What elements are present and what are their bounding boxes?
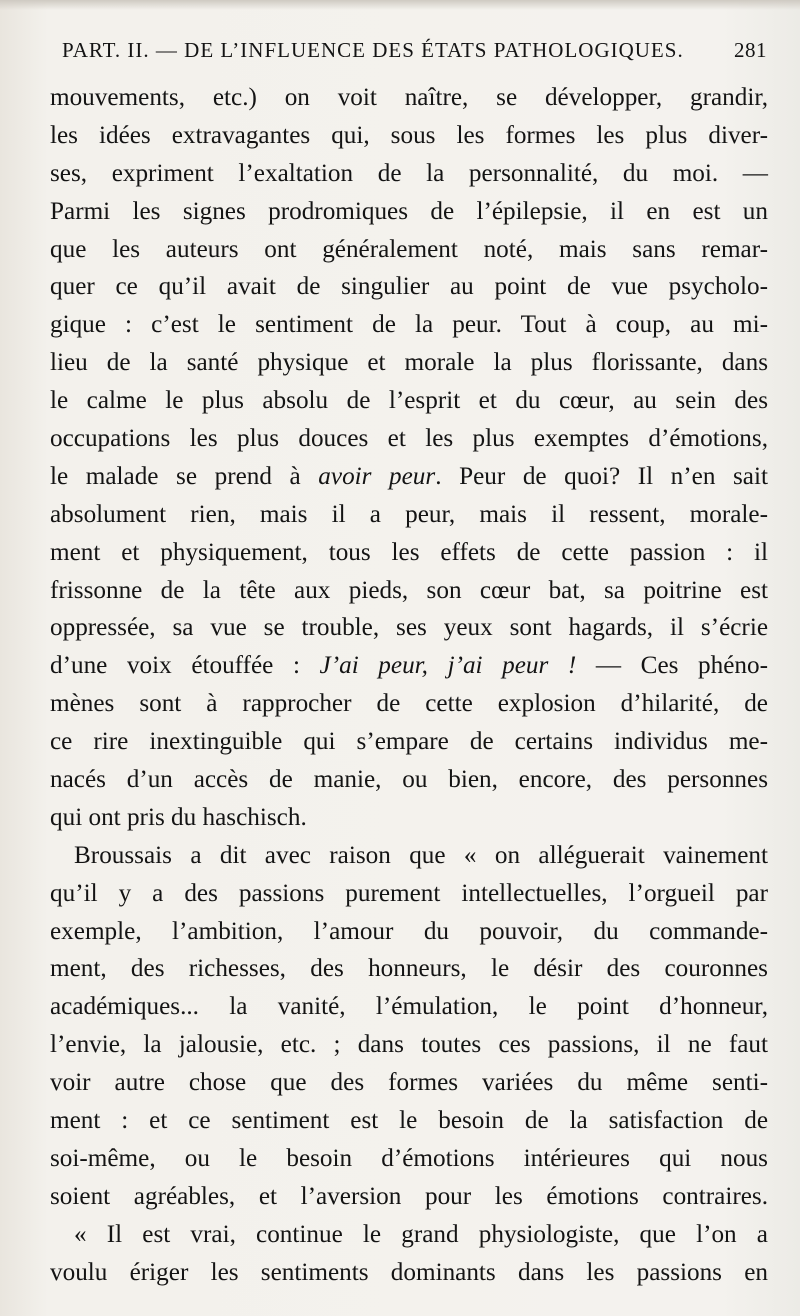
text-line: qu’il y a des passions purement intellectuelles, l’orgueil par — [50, 879, 768, 907]
text-line: frissonne de la tête aux pieds, son cœur bat, sa poitrine est — [50, 576, 768, 604]
running-title: PART. II. — DE L’INFLUENCE DES ÉTATS PATHOLOGIQUES. — [62, 38, 684, 62]
text-segment: . Peur de quoi? Il n’en sait — [435, 462, 768, 490]
text-line-with-italic — [50, 458, 768, 496]
italic-text: avoir peur — [318, 462, 436, 490]
text-line: gique : c’est le sentiment de la peur. Tout à coup, au mi- — [50, 311, 768, 339]
text-segment: — Ces phéno- — [576, 652, 768, 680]
text-line: le calme le plus absolu de l’esprit et du cœur, au sein des — [50, 387, 768, 415]
text-line: voulu ériger les sentiments dominants dans les passions en — [50, 1258, 768, 1286]
text-line-with-italic — [50, 647, 768, 685]
text-line: académiques... la vanité, l’émulation, le point d’honneur, — [50, 993, 768, 1021]
text-line: Broussais a dit avec raison que « on alléguerait vainement — [74, 841, 768, 869]
paragraph-end-line: qui ont pris du haschisch. — [50, 803, 307, 831]
text-line: ment et physiquement, tous les effets de cette passion : il — [50, 538, 768, 566]
text-line: occupations les plus douces et les plus exemptes d’émotions, — [50, 425, 768, 453]
text-line: exemple, l’ambition, l’amour du pouvoir, du commande- — [50, 917, 768, 945]
text-line: absolument rien, mais il a peur, mais il ressent, morale- — [50, 500, 768, 528]
text-line: mouvements, etc.) on voit naître, se développer, grandir, — [50, 84, 768, 111]
italic-text: J’ai peur, j’ai peur ! — [319, 652, 577, 680]
page-edge-shadow — [0, 0, 800, 10]
text-line: lieu de la santé physique et morale la plus florissante, dans — [50, 349, 768, 377]
text-line: « Il est vrai, continue le grand physiologiste, que l’on a — [74, 1220, 768, 1248]
text-line: oppressée, sa vue se trouble, ses yeux sont hagards, il s’écrie — [50, 614, 768, 642]
text-line: les idées extravagantes qui, sous les formes les plus diver- — [50, 121, 768, 149]
running-header — [62, 38, 767, 68]
page-number: 281 — [734, 38, 767, 62]
text-line: soi-même, ou le besoin d’émotions intérieures qui nous — [50, 1144, 768, 1172]
text-line: que les auteurs ont généralement noté, mais sans remar- — [50, 235, 768, 263]
text-segment: d’une voix étouffée : — [50, 652, 320, 680]
text-line: ment : et ce sentiment est le besoin de la satisfaction de — [50, 1107, 768, 1135]
text-segment: le malade se prend à — [50, 462, 319, 490]
text-line: l’envie, la jalousie, etc. ; dans toutes ces passions, il ne faut — [50, 1031, 768, 1059]
text-line: ment, des richesses, des honneurs, le désir des couronnes — [50, 955, 768, 983]
text-line: ce rire inextinguible qui s’empare de certains individus me- — [50, 728, 768, 756]
text-line: Parmi les signes prodromiques de l’épilepsie, il en est un — [50, 197, 768, 225]
text-line: quer ce qu’il avait de singulier au point de vue psycholo- — [50, 273, 768, 301]
text-line: nacés d’un accès de manie, ou bien, encore, des personnes — [50, 766, 768, 794]
text-line: soient agréables, et l’aversion pour les émotions contraires. — [50, 1182, 768, 1210]
text-line: mènes sont à rapprocher de cette explosion d’hilarité, de — [50, 690, 768, 718]
text-line: ses, expriment l’exaltation de la personnalité, du moi. — — [50, 159, 768, 187]
text-line: voir autre chose que des formes variées du même senti- — [50, 1069, 768, 1097]
body-text — [50, 79, 768, 1292]
